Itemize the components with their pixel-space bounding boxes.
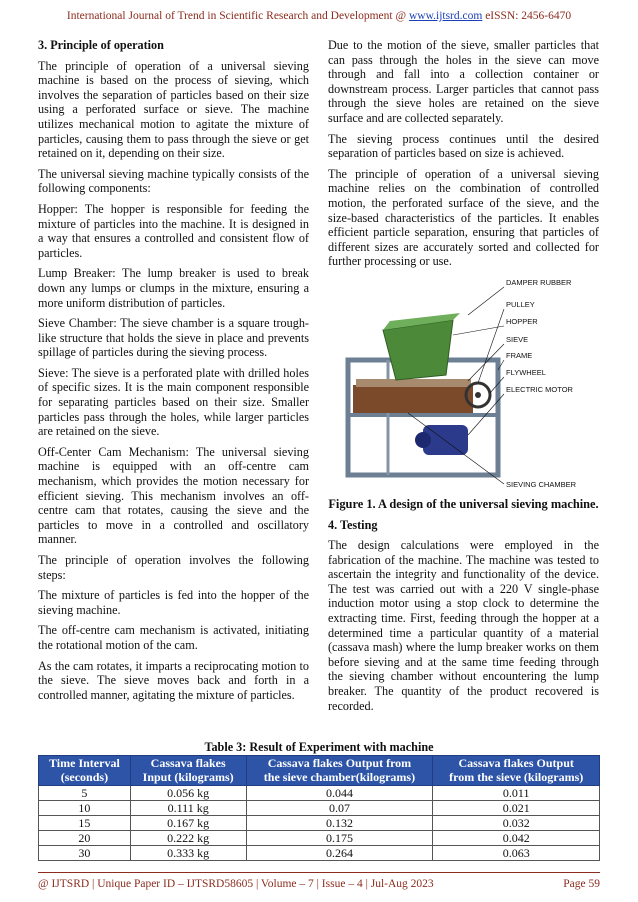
header-sieve-output: Cassava flakes Output from the sieve (kilograms) xyxy=(433,756,600,786)
paragraph: The universal sieving machine typically consists of the following components: xyxy=(38,166,309,196)
figure-caption: Figure 1. A design of the universal sieving machine. xyxy=(328,496,599,511)
label-flywheel: FLYWHEEL xyxy=(506,367,546,377)
sieving-machine-figure xyxy=(328,275,599,491)
cell: 0.042 xyxy=(433,831,600,846)
paragraph: The principle of operation involves the following steps: xyxy=(38,553,309,582)
paragraph: The mixture of particles is fed into the hopper of the sieving machine. xyxy=(38,588,309,617)
table-title: Table 3: Result of Experiment with machine xyxy=(204,740,434,754)
hopper-shape xyxy=(383,320,453,380)
paragraph: The principle of operation of a universal sieving machine is based on the process of sieving, which involves the separation of particles based on their size using a perforated surface or sieve. The machine utilizes mechanical motion to agitate the mixture of particles, causing them to pass through the sieve or get retained on it, depending on their size. xyxy=(38,58,309,161)
sieve-chamber-shape xyxy=(353,385,473,413)
paragraph: As the cam rotates, it imparts a reciprocating motion to the sieve. The sieve moves back and forth in a controlled manner, agitating the mixture of particles. xyxy=(38,658,309,702)
paragraph: The sieving process continues until the desired separation of particles based on size is achieved. xyxy=(328,131,599,161)
section-heading-testing: 4. Testing xyxy=(328,517,378,532)
cell: 30 xyxy=(39,846,131,861)
label-damper-rubber: DAMPER RUBBER xyxy=(506,277,572,287)
journal-issn: eISSN: 2456-6470 xyxy=(482,10,572,22)
paragraph: Sieve Chamber: The sieve chamber is a square trough-like structure that holds the sieve in place and prevents spillage of particles during the sieving process. xyxy=(38,316,309,360)
label-sieve: SIEVE xyxy=(506,334,529,344)
cell: 0.032 xyxy=(433,816,600,831)
paragraph: Due to the motion of the sieve, smaller particles that can pass through the holes in the sieve can move through and fall into a collection container or downstream process. Larger particles that cannot pass through the sieve holes are retained on the sieve surface and are collected separately. xyxy=(328,38,599,125)
table-row xyxy=(39,846,600,861)
table-row xyxy=(39,816,600,831)
table-header-row xyxy=(39,756,600,786)
section-heading-principle: 3. Principle of operation xyxy=(38,38,164,52)
left-column xyxy=(38,38,309,708)
cell: 0.333 kg xyxy=(130,846,246,861)
cell: 0.044 xyxy=(246,786,433,801)
cell: 0.175 xyxy=(246,831,433,846)
header-time-interval: Time Interval (seconds) xyxy=(39,756,131,786)
results-table xyxy=(38,755,600,861)
paragraph: The principle of operation of a universal sieving machine relies on the combination of controlled motion, the perforated surface of the sieve, and the size-based characteristics of the particles. It enables efficient particle separation, ensuring that particles of different sizes are accurately sorted and collected for further processing or use. xyxy=(328,166,599,269)
cell: 20 xyxy=(39,831,131,846)
cell: 0.07 xyxy=(246,801,433,816)
cell: 0.132 xyxy=(246,816,433,831)
label-sieving-chamber: SIEVING CHAMBER xyxy=(506,479,577,489)
label-electric-motor: ELECTRIC MOTOR xyxy=(506,384,573,394)
header-chamber-output: Cassava flakes Output from the sieve chamber(kilograms) xyxy=(246,756,433,786)
cell: 5 xyxy=(39,786,131,801)
cell: 0.111 kg xyxy=(130,801,246,816)
label-frame: FRAME xyxy=(506,350,533,360)
page-number: Page 59 xyxy=(563,878,600,890)
cell: 0.222 kg xyxy=(130,831,246,846)
paragraph: The off-centre cam mechanism is activated, initiating the rotational motion of the cam. xyxy=(38,623,309,652)
label-hopper: HOPPER xyxy=(506,316,538,326)
table-row xyxy=(39,831,600,846)
cell: 0.063 xyxy=(433,846,600,861)
journal-name: International Journal of Trend in Scientific Research and Development @ xyxy=(66,10,409,22)
cell: 0.264 xyxy=(246,846,433,861)
label-pulley: PULLEY xyxy=(506,299,535,309)
cell: 10 xyxy=(39,801,131,816)
paragraph: Hopper: The hopper is responsible for feeding the mixture of particles into the machine. It is designed in a way that ensures a controlled and consistent flow of particles. xyxy=(38,201,309,260)
paragraph: Lump Breaker: The lump breaker is used to break down any lumps or clumps in the mixture, ensuring a more uniform distribution of particles. xyxy=(38,266,309,310)
footer-text: @ IJTSRD | Unique Paper ID – IJTSRD58605 | Volume – 7 | Issue – 4 | Jul-Aug 2023 xyxy=(38,878,434,890)
journal-header xyxy=(0,10,638,22)
cell: 15 xyxy=(39,816,131,831)
right-column xyxy=(328,38,599,719)
footer-rule xyxy=(38,872,600,873)
cell: 0.011 xyxy=(433,786,600,801)
sieving-machine-drawing xyxy=(328,275,599,491)
table-row xyxy=(39,786,600,801)
cell: 0.167 kg xyxy=(130,816,246,831)
cell: 0.021 xyxy=(433,801,600,816)
cell: 0.056 kg xyxy=(130,786,246,801)
header-input: Cassava flakes Input (kilograms) xyxy=(130,756,246,786)
journal-url[interactable]: www.ijtsrd.com xyxy=(408,10,483,22)
paragraph: Off-Center Cam Mechanism: The universal sieving machine is equipped with an off-centre cam mechanism, which provides the motion necessary for efficient sieving. This mechanism involves an off-centre cam that rotates, causing the sieve and the particles to move in a controlled and oscillatory manner. xyxy=(38,444,309,547)
page-footer xyxy=(38,878,600,890)
table-row xyxy=(39,801,600,816)
paragraph: The design calculations were employed in the fabrication of the machine. The machine was tested to ascertain the integrity and functionality of the device. The test was carried out with a 220 V single-phase induction motor using a stop clock to determine the extracting time. First, feeding through the hopper at a determined time a particular quantity of a material (cassava mash) where the lump breaker works on them before sieving and at the same time feeding through the sieving chamber without encountering the lump breaker. The quantity of the product recovered is recorded. xyxy=(328,538,599,713)
paragraph: Sieve: The sieve is a perforated plate with drilled holes of specific sizes. It is the main component responsible for separating particles based on their size. Smaller particles pass through the holes, while larger particles are retained on the sieve. xyxy=(38,365,309,439)
